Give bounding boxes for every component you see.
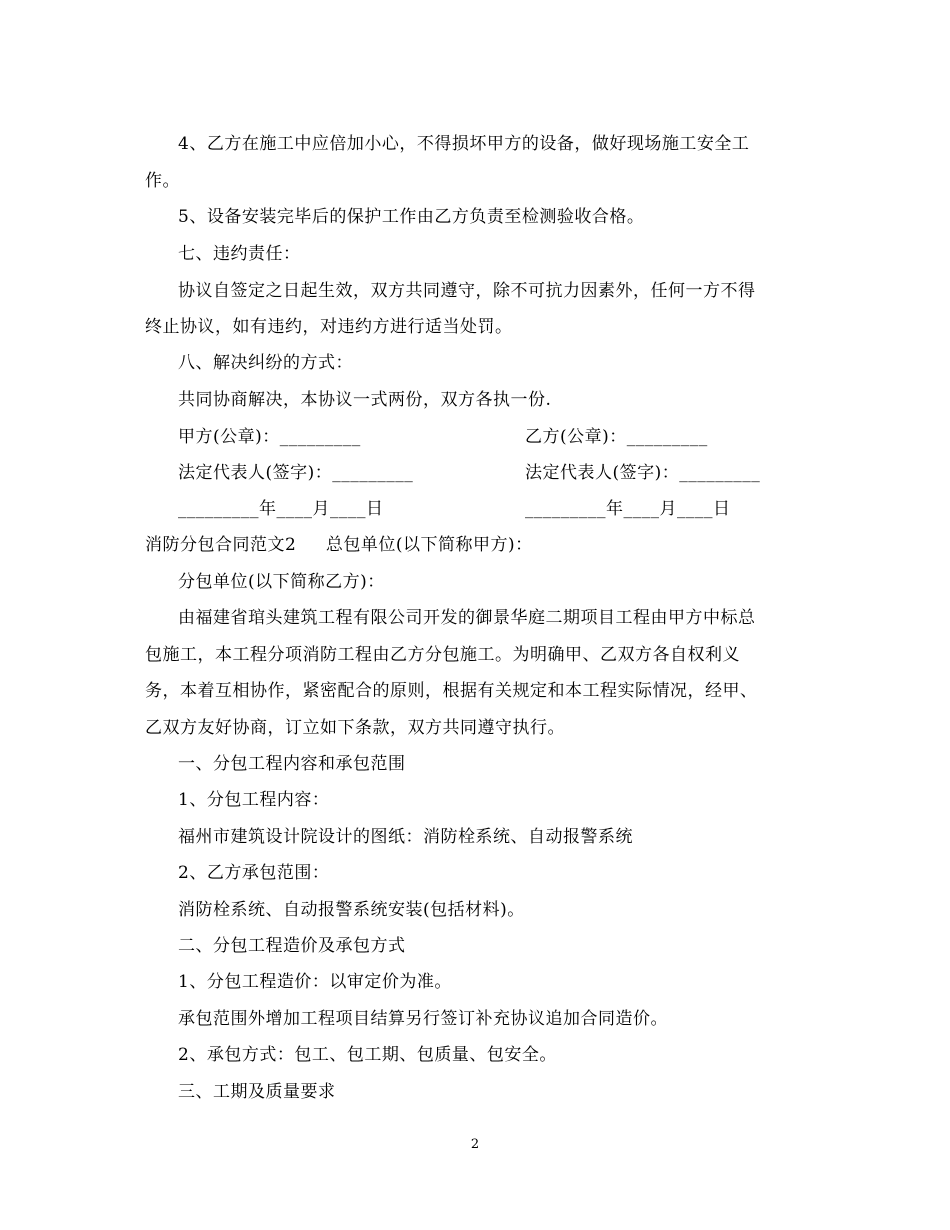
- paragraph-line: 务，本着互相协作，紧密配合的原则，根据有关规定和本工程实际情况，经甲、: [145, 681, 758, 701]
- section-heading: 七、违约责任：: [178, 244, 301, 264]
- section-heading: 三、工期及质量要求: [178, 1082, 336, 1102]
- paragraph-line: 分包单位(以下简称乙方)：: [178, 572, 385, 592]
- paragraph-line: 承包范围外增加工程项目结算另行签订补充协议追加合同造价。: [178, 1009, 668, 1029]
- section-heading: 八、解决纠纷的方式：: [178, 353, 353, 373]
- party-b-date: _________年____月____日: [525, 499, 731, 519]
- paragraph-line: 由福建省琯头建筑工程有限公司开发的御景华庭二期项目工程由甲方中标总: [178, 608, 756, 628]
- paragraph-line: 5、设备安装完毕后的保护工作由乙方负责至检测验收合格。: [178, 207, 645, 227]
- page-number: 2: [470, 1137, 480, 1152]
- contract-title-line: 消防分包合同范文2 总包单位(以下简称甲方)：: [145, 535, 533, 555]
- party-b-seal: 乙方(公章)：_________: [525, 427, 708, 447]
- paragraph-line: 共同协商解决，本协议一式两份，双方各执一份.: [178, 390, 552, 410]
- paragraph-line: 作。: [145, 171, 180, 191]
- paragraph-line: 4、乙方在施工中应倍加小心，不得损坏甲方的设备，做好现场施工安全工: [178, 134, 750, 154]
- paragraph-line: 乙双方友好协商，订立如下条款，双方共同遵守执行。: [145, 718, 565, 738]
- party-a-seal: 甲方(公章)：_________: [178, 427, 361, 447]
- paragraph-line: 协议自签定之日起生效，双方共同遵守，除不可抗力因素外，任何一方不得: [178, 281, 756, 301]
- party-b-representative: 法定代表人(签字)：_________: [525, 463, 761, 483]
- paragraph-line: 2、承包方式：包工、包工期、包质量、包安全。: [178, 1045, 557, 1065]
- section-heading: 一、分包工程内容和承包范围: [178, 754, 406, 774]
- paragraph-line: 1、分包工程内容：: [178, 790, 330, 810]
- section-heading: 二、分包工程造价及承包方式: [178, 936, 406, 956]
- paragraph-line: 包施工，本工程分项消防工程由乙方分包施工。为明确甲、乙双方各自权利义: [145, 645, 740, 665]
- party-a-date: _________年____月____日: [178, 499, 384, 519]
- paragraph-line: 2、乙方承包范围：: [178, 863, 330, 883]
- party-a-representative: 法定代表人(签字)：_________: [178, 463, 414, 483]
- paragraph-line: 终止协议，如有违约，对违约方进行适当处罚。: [145, 317, 513, 337]
- paragraph-line: 1、分包工程造价：以审定价为准。: [178, 972, 452, 992]
- paragraph-line: 福州市建筑设计院设计的图纸：消防栓系统、自动报警系统: [178, 827, 633, 847]
- paragraph-line: 消防栓系统、自动报警系统安装(包括材料)。: [178, 900, 525, 920]
